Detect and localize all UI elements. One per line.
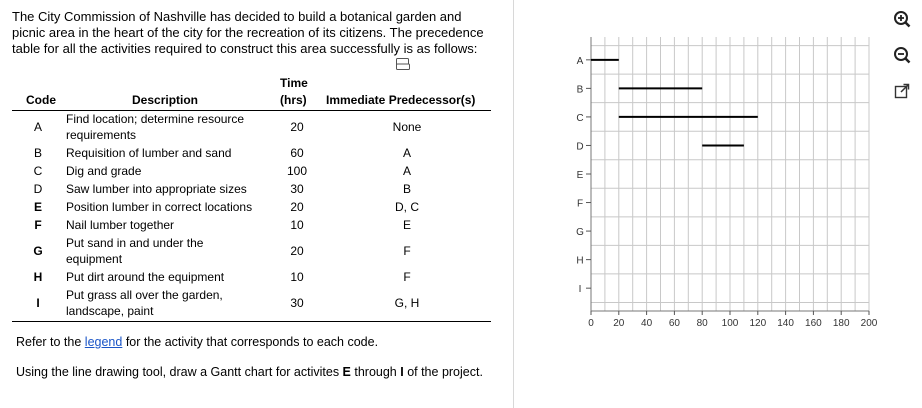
row-d-predecessor: B bbox=[402, 182, 411, 196]
refer-text-after: for the activity that corresponds to each code. bbox=[122, 335, 379, 349]
row-g-time: 20 bbox=[290, 244, 304, 258]
zoom-in-icon[interactable] bbox=[890, 8, 914, 30]
x-tick-label: 0 bbox=[588, 318, 594, 329]
row-h-predecessor: F bbox=[403, 270, 411, 284]
row-f-description: Nail lumber together bbox=[66, 218, 175, 232]
row-c-time: 100 bbox=[286, 164, 308, 178]
row-a-code: A bbox=[33, 120, 42, 134]
x-tick-label: 40 bbox=[641, 318, 653, 329]
row-d-code: D bbox=[33, 182, 43, 196]
row-h-code: H bbox=[33, 270, 43, 284]
row-f-time: 10 bbox=[290, 218, 304, 232]
predecessors-header: Immediate Predecessor(s) bbox=[326, 93, 476, 107]
refer-text-before: Refer to the bbox=[16, 335, 85, 349]
row-g-predecessor: F bbox=[403, 244, 411, 258]
row-f-code: F bbox=[34, 218, 42, 232]
instruction-activity-e: E bbox=[342, 365, 351, 379]
row-a-description: Find location; determine resource requirements bbox=[66, 112, 245, 142]
x-tick-label: 20 bbox=[613, 318, 625, 329]
row-e-time: 20 bbox=[290, 200, 304, 214]
instruction-text-after: of the project. bbox=[403, 365, 483, 379]
instruction-activity-i: I bbox=[400, 365, 404, 379]
row-label-f: F bbox=[576, 198, 584, 210]
x-tick-label: 180 bbox=[832, 318, 850, 329]
row-c-predecessor: A bbox=[402, 164, 411, 178]
x-tick-label: 100 bbox=[721, 318, 739, 329]
row-b-predecessor: A bbox=[402, 146, 411, 160]
row-g-code: G bbox=[33, 244, 43, 258]
row-f-predecessor: E bbox=[402, 218, 411, 232]
row-i-code: I bbox=[36, 296, 40, 310]
x-tick-label: 160 bbox=[805, 318, 822, 329]
x-tick-label: 140 bbox=[777, 318, 794, 329]
instruction-text-before: Using the line drawing tool, draw a Gantt chart for activites bbox=[16, 365, 343, 379]
row-e-predecessor: D, C bbox=[395, 200, 419, 214]
row-label-a: A bbox=[576, 55, 584, 67]
description-header: Description bbox=[132, 93, 199, 107]
zoom-out-icon[interactable] bbox=[890, 44, 914, 66]
row-i-description: Put grass all over the garden, landscape, paint bbox=[66, 288, 223, 318]
panel-divider bbox=[513, 0, 514, 408]
row-c-description: Dig and grade bbox=[66, 164, 142, 178]
row-e-description: Position lumber in correct locations bbox=[66, 200, 253, 214]
refer-note bbox=[16, 335, 378, 349]
instruction-text-mid: through bbox=[350, 365, 401, 379]
row-a-time: 20 bbox=[290, 120, 304, 134]
x-tick-label: 120 bbox=[749, 318, 767, 329]
row-label-i: I bbox=[578, 284, 582, 296]
row-label-c: C bbox=[576, 112, 584, 124]
instruction bbox=[16, 364, 486, 380]
time-header-line2: (hrs) bbox=[280, 93, 307, 107]
x-tick-label: 80 bbox=[696, 318, 708, 329]
row-c-code: C bbox=[33, 164, 43, 178]
row-a-predecessor: None bbox=[392, 120, 422, 134]
row-label-g: G bbox=[576, 227, 584, 239]
x-tick-label: 60 bbox=[668, 318, 680, 329]
problem-intro: The City Commission of Nashville has decided to build a botanical garden and picnic area in the heart of the city for the recreation of its citizens. The precedence table for all the activities required to construct this area successfully is as follows: bbox=[12, 9, 484, 56]
row-b-time: 60 bbox=[290, 146, 304, 160]
gantt-chart[interactable] bbox=[560, 34, 880, 336]
row-d-time: 30 bbox=[290, 182, 304, 196]
row-d-description: Saw lumber into appropriate sizes bbox=[66, 182, 247, 196]
x-tick-label: 200 bbox=[860, 318, 878, 329]
open-external-icon[interactable] bbox=[890, 80, 914, 102]
row-b-description: Requisition of lumber and sand bbox=[66, 146, 232, 160]
time-header-line1: Time bbox=[280, 76, 308, 90]
code-header: Code bbox=[26, 93, 56, 107]
row-h-time: 10 bbox=[290, 270, 304, 284]
precedence-table bbox=[12, 64, 492, 326]
row-label-d: D bbox=[576, 141, 584, 153]
row-h-description: Put dirt around the equipment bbox=[66, 270, 225, 284]
row-label-h: H bbox=[576, 255, 584, 267]
row-label-e: E bbox=[576, 170, 584, 181]
row-i-predecessor: G, H bbox=[394, 296, 420, 310]
row-i-time: 30 bbox=[290, 296, 304, 310]
row-b-code: B bbox=[33, 146, 42, 160]
row-label-b: B bbox=[576, 84, 584, 96]
legend-link[interactable]: legend bbox=[84, 335, 123, 349]
row-e-code: E bbox=[33, 200, 42, 214]
row-g-description: Put sand in and under the equipment bbox=[66, 236, 204, 266]
table-bottom-rule bbox=[12, 321, 491, 322]
